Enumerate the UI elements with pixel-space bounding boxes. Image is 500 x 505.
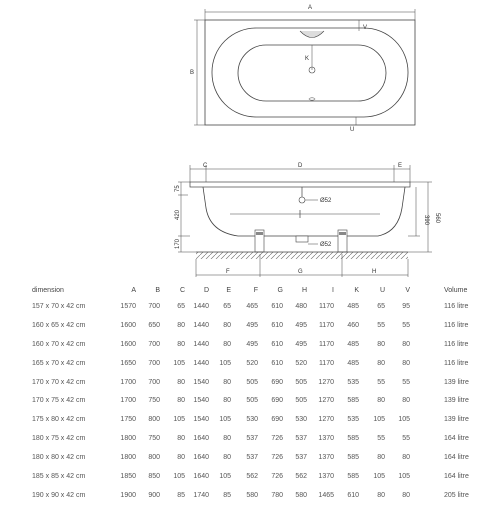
table-row (0, 391, 500, 410)
table-cell: 55 (377, 378, 385, 386)
table-cell: 726 (271, 454, 283, 462)
table-cell: 610 (271, 340, 283, 348)
table-cell: 205 litre (444, 491, 469, 499)
table-cell: 520 (246, 359, 258, 367)
table-cell: 1440 (193, 340, 209, 348)
label-k: K (305, 56, 310, 62)
table-cell: 55 (402, 378, 410, 386)
table-cell: 80 (177, 397, 185, 405)
table-cell: 105 (219, 472, 231, 480)
table-cell: 537 (295, 454, 307, 462)
table-cell: 495 (246, 321, 258, 329)
table-row (0, 297, 500, 316)
side-view (175, 163, 440, 277)
table-cell: 465 (246, 302, 258, 310)
table-row (0, 467, 500, 486)
table-cell: 80 (377, 454, 385, 462)
table-cell: 85 (223, 491, 231, 499)
table-cell: 164 litre (444, 472, 469, 480)
header-d: D (203, 286, 209, 294)
table-cell: 650 (148, 321, 160, 329)
label-overflow-diameter: Ø52 (320, 198, 332, 204)
table-cell: 1800 (120, 454, 136, 462)
label-c: C (203, 163, 208, 169)
table-cell: 1270 (318, 416, 334, 424)
floor (196, 252, 408, 259)
table-cell: 460 (347, 321, 359, 329)
table-cell: 105 (398, 416, 410, 424)
table-row (0, 410, 500, 429)
table-cell: 505 (295, 397, 307, 405)
table-cell: 580 (246, 491, 258, 499)
table-cell: 505 (246, 397, 258, 405)
table-cell: 170 x 75 x 42 cm (32, 397, 86, 405)
tub-rim-side (190, 182, 410, 187)
table-cell: 1170 (318, 359, 334, 367)
header-a: A (131, 286, 136, 294)
table-cell: 530 (295, 416, 307, 424)
tub-body-side (203, 187, 405, 236)
table-cell: 505 (295, 378, 307, 386)
table-cell: 535 (347, 416, 359, 424)
table-cell: 160 x 65 x 42 cm (32, 321, 86, 329)
header-i: I (332, 286, 334, 294)
table-cell: 80 (177, 378, 185, 386)
table-cell: 610 (271, 359, 283, 367)
table-cell: 1170 (318, 302, 334, 310)
dimension-table (0, 283, 500, 505)
table-cell: 139 litre (444, 378, 469, 386)
table-cell: 700 (148, 302, 160, 310)
table-cell: 80 (402, 397, 410, 405)
table-cell: 105 (398, 472, 410, 480)
table-cell: 480 (295, 302, 307, 310)
table-cell: 116 litre (444, 321, 469, 329)
table-row (0, 486, 500, 505)
label-560: 560 (434, 213, 440, 224)
table-header-row (0, 283, 500, 297)
table-cell: 610 (271, 321, 283, 329)
label-d: D (298, 163, 303, 169)
table-row (0, 335, 500, 354)
table-cell: 80 (377, 491, 385, 499)
table-cell: 726 (271, 472, 283, 480)
table-cell: 105 (373, 472, 385, 480)
label-u: U (350, 127, 355, 133)
table-cell: 164 litre (444, 454, 469, 462)
label-75: 75 (175, 185, 181, 192)
table-cell: 562 (295, 472, 307, 480)
table-cell: 485 (347, 359, 359, 367)
table-cell: 900 (148, 491, 160, 499)
table-cell: 1640 (193, 472, 209, 480)
label-b: B (190, 70, 195, 76)
table-cell: 1540 (193, 397, 209, 405)
table-cell: 530 (246, 416, 258, 424)
table-cell: 80 (223, 397, 231, 405)
header-k: K (354, 286, 359, 294)
label-h: H (372, 269, 377, 275)
table-cell: 164 litre (444, 435, 469, 443)
table-cell: 485 (347, 302, 359, 310)
table-cell: 105 (219, 416, 231, 424)
table-cell: 175 x 80 x 42 cm (32, 416, 86, 424)
table-row (0, 354, 500, 373)
label-g: G (298, 269, 303, 275)
table-cell: 1465 (318, 491, 334, 499)
table-cell: 1570 (120, 302, 136, 310)
table-row (0, 429, 500, 448)
table-cell: 55 (402, 435, 410, 443)
label-a: A (308, 5, 313, 11)
table-cell: 585 (347, 435, 359, 443)
table-cell: 610 (271, 302, 283, 310)
table-cell: 80 (223, 321, 231, 329)
table-cell: 105 (173, 472, 185, 480)
table-cell: 190 x 90 x 42 cm (32, 491, 86, 499)
table-row (0, 448, 500, 467)
table-cell: 80 (402, 359, 410, 367)
table-cell: 1640 (193, 454, 209, 462)
table-cell: 1740 (193, 491, 209, 499)
table-cell: 1650 (120, 359, 136, 367)
table-cell: 180 x 80 x 42 cm (32, 454, 86, 462)
table-cell: 165 x 70 x 42 cm (32, 359, 86, 367)
table-cell: 157 x 70 x 42 cm (32, 302, 86, 310)
table-cell: 562 (246, 472, 258, 480)
table-cell: 85 (177, 491, 185, 499)
label-drain-diameter: Ø52 (320, 242, 332, 248)
table-cell: 690 (271, 397, 283, 405)
table-cell: 1700 (120, 378, 136, 386)
table-cell: 80 (177, 340, 185, 348)
table-cell: 80 (377, 359, 385, 367)
table-cell: 485 (347, 340, 359, 348)
table-cell: 495 (295, 321, 307, 329)
table-cell: 700 (148, 359, 160, 367)
label-390: 390 (423, 215, 429, 226)
table-cell: 495 (295, 340, 307, 348)
label-e: E (398, 163, 403, 169)
table-cell: 139 litre (444, 416, 469, 424)
table-cell: 80 (402, 491, 410, 499)
table-cell: 537 (295, 435, 307, 443)
table-cell: 105 (373, 416, 385, 424)
header-h: H (301, 286, 307, 294)
header-g: G (277, 286, 283, 294)
header-b: B (155, 286, 160, 294)
table-cell: 1600 (120, 321, 136, 329)
table-cell: 1440 (193, 302, 209, 310)
header-e: E (226, 286, 231, 294)
table-cell: 1440 (193, 321, 209, 329)
table-cell: 495 (246, 340, 258, 348)
table-cell: 1540 (193, 378, 209, 386)
table-cell: 585 (347, 397, 359, 405)
header-dimension: dimension (32, 286, 64, 294)
table-cell: 585 (347, 472, 359, 480)
table-cell: 160 x 70 x 42 cm (32, 340, 86, 348)
table-cell: 80 (223, 454, 231, 462)
table-cell: 726 (271, 435, 283, 443)
table-cell: 700 (148, 378, 160, 386)
table-cell: 1750 (120, 416, 136, 424)
table-cell: 80 (223, 340, 231, 348)
table-cell: 80 (377, 340, 385, 348)
table-cell: 520 (295, 359, 307, 367)
table-cell: 1370 (318, 472, 334, 480)
table-cell: 780 (271, 491, 283, 499)
label-170: 170 (175, 238, 181, 249)
label-f: F (226, 269, 230, 275)
table-cell: 80 (223, 435, 231, 443)
table-cell: 585 (347, 454, 359, 462)
table-cell: 65 (223, 302, 231, 310)
header-f: F (253, 286, 258, 294)
table-cell: 1440 (193, 359, 209, 367)
table-cell: 610 (347, 491, 359, 499)
table-cell: 185 x 85 x 42 cm (32, 472, 86, 480)
table-cell: 690 (271, 416, 283, 424)
table-cell: 95 (402, 302, 410, 310)
table-cell: 1270 (318, 378, 334, 386)
header-u: U (379, 286, 385, 294)
table-cell: 80 (402, 340, 410, 348)
table-cell: 850 (148, 472, 160, 480)
table-cell: 116 litre (444, 340, 469, 348)
table-cell: 55 (377, 321, 385, 329)
table-cell: 80 (223, 378, 231, 386)
table-cell: 535 (347, 378, 359, 386)
table-cell: 1600 (120, 340, 136, 348)
table-cell: 1270 (318, 397, 334, 405)
table-cell: 170 x 70 x 42 cm (32, 378, 86, 386)
table-cell: 105 (219, 359, 231, 367)
top-view (190, 5, 415, 133)
table-cell: 800 (148, 454, 160, 462)
table-cell: 1540 (193, 416, 209, 424)
label-420: 420 (175, 209, 181, 220)
table-cell: 1170 (318, 340, 334, 348)
table-cell: 1170 (318, 321, 334, 329)
table-cell: 65 (177, 302, 185, 310)
table-cell: 105 (173, 416, 185, 424)
table-cell: 116 litre (444, 359, 469, 367)
header-c: C (179, 286, 185, 294)
table-cell: 750 (148, 435, 160, 443)
table-cell: 80 (177, 435, 185, 443)
table-row (0, 316, 500, 335)
table-cell: 750 (148, 397, 160, 405)
table-row (0, 373, 500, 392)
table-cell: 1850 (120, 472, 136, 480)
table-cell: 80 (377, 397, 385, 405)
drain-side (296, 236, 308, 242)
table-cell: 537 (246, 435, 258, 443)
table-cell: 105 (173, 359, 185, 367)
table-cell: 1900 (120, 491, 136, 499)
table-cell: 80 (177, 321, 185, 329)
table-cell: 80 (402, 454, 410, 462)
header-v: V (405, 286, 410, 294)
table-cell: 80 (177, 454, 185, 462)
table-cell: 690 (271, 378, 283, 386)
table-cell: 1700 (120, 397, 136, 405)
table-cell: 55 (377, 435, 385, 443)
table-cell: 1370 (318, 454, 334, 462)
table-cell: 580 (295, 491, 307, 499)
table-cell: 700 (148, 340, 160, 348)
table-cell: 116 litre (444, 302, 469, 310)
table-cell: 180 x 75 x 42 cm (32, 435, 86, 443)
table-cell: 55 (402, 321, 410, 329)
table-cell: 65 (377, 302, 385, 310)
table-cell: 537 (246, 454, 258, 462)
label-v: V (363, 25, 368, 31)
header-volume: Volume (444, 286, 468, 294)
overflow-side (299, 197, 305, 203)
table-cell: 1800 (120, 435, 136, 443)
table-cell: 139 litre (444, 397, 469, 405)
table-cell: 1370 (318, 435, 334, 443)
table-cell: 800 (148, 416, 160, 424)
table-cell: 505 (246, 378, 258, 386)
table-cell: 1640 (193, 435, 209, 443)
